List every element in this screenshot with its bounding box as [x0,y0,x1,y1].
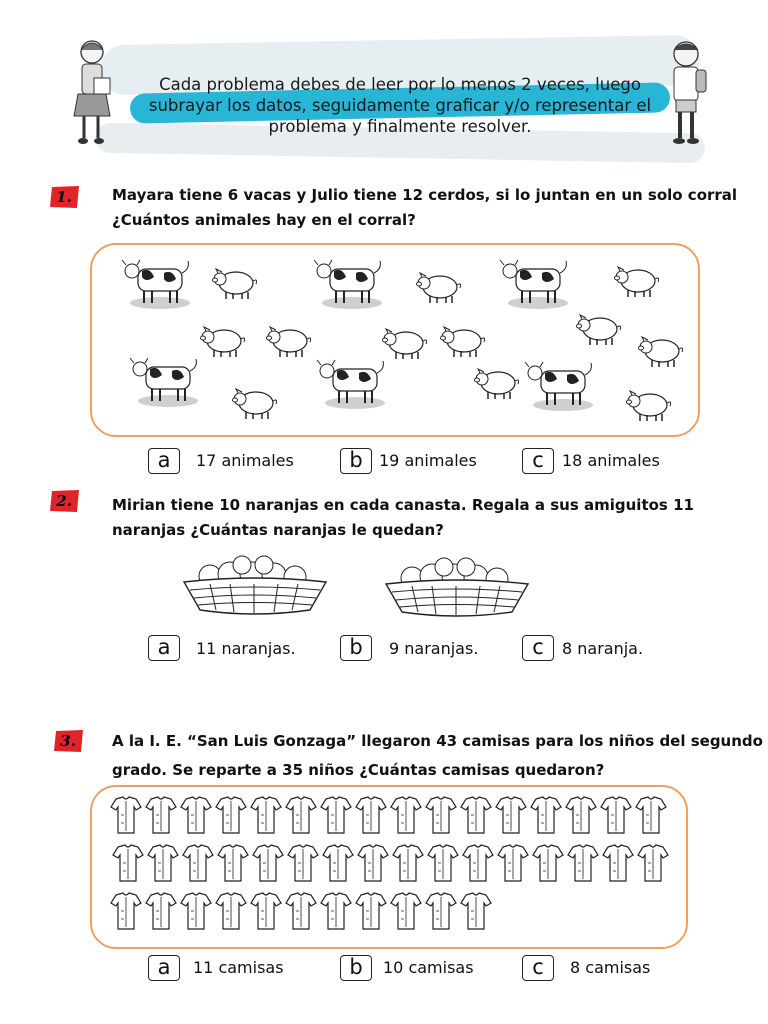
shirt-drawing [636,797,666,833]
cow-drawing [130,358,198,407]
basket-drawing [184,556,326,614]
pig-drawing [213,269,257,299]
option-b-label[interactable]: 10 camisas [383,958,474,977]
shirt-drawing [391,797,421,833]
option-c-box[interactable]: c [522,955,554,981]
shirt-drawing [533,845,563,881]
cow-drawing [317,360,385,409]
shirt-drawing [566,797,596,833]
option-a-label[interactable]: 11 camisas [193,958,284,977]
instruction-line: subrayar los datos, seguidamente graficar y/o representar el [148,96,652,115]
shirt-drawing [113,845,143,881]
shirt-drawing [426,797,456,833]
shirt-drawing [428,845,458,881]
shirt-drawing [146,797,176,833]
shirt-drawing [498,845,528,881]
cow-drawing [122,260,190,309]
pig-drawing [267,327,311,357]
problem-number: 2. [56,492,72,510]
cow-drawing [525,362,593,411]
shirt-drawing [496,797,526,833]
shirt-drawing [286,893,316,929]
orange-baskets-picture [180,552,530,622]
pig-drawing [233,389,277,419]
question-line: A la I. E. “San Luis Gonzaga” llegaron 43 camisas para los niños del segundo [112,732,763,750]
shirt-drawing [321,797,351,833]
option-a-box[interactable]: a [148,448,180,474]
shirt-drawing [286,797,316,833]
pig-drawing [577,315,621,345]
shirt-drawing [253,845,283,881]
option-c-label[interactable]: 8 camisas [570,958,651,977]
corral-picture [90,243,700,438]
shirt-drawing [461,893,491,929]
shirt-drawing [356,797,386,833]
option-a-label[interactable]: 11 naranjas. [196,639,296,658]
option-c-label[interactable]: 18 animales [562,451,660,470]
shirt-drawing [393,845,423,881]
basket-drawing [386,558,528,616]
instruction-text [110,74,690,137]
option-b-label[interactable]: 19 animales [379,451,477,470]
shirt-drawing [603,845,633,881]
problem-number: 1. [56,188,72,206]
pig-drawing [639,337,683,367]
pig-drawing [201,327,245,357]
problem-1-statement [112,183,737,233]
question-line: ¿Cuántos animales hay en el corral? [112,211,416,229]
option-a-box[interactable]: a [148,635,180,661]
problem-number: 3. [60,732,76,750]
option-b-box[interactable]: b [340,448,372,474]
option-c-box[interactable]: c [522,448,554,474]
shirt-drawing [218,845,248,881]
problem-2-statement [112,493,694,543]
shirt-drawing [146,893,176,929]
question-line: grado. Se reparte a 35 niños ¿Cuántas camisas quedaron? [112,761,605,779]
pig-drawing [627,391,671,421]
shirt-drawing [601,797,631,833]
question-line: Mirian tiene 10 naranjas en cada canasta. Regala a sus amiguitos 11 [112,496,694,514]
option-b-box[interactable]: b [340,635,372,661]
shirt-drawing [461,797,491,833]
problem-number-badge [48,184,82,210]
shirt-drawing [358,845,388,881]
shirt-drawing [323,845,353,881]
option-c-label[interactable]: 8 naranja. [562,639,644,658]
question-line: naranjas ¿Cuántas naranjas le quedan? [112,521,444,539]
instruction-line: Cada problema debes de leer por lo menos 2 veces, luego [159,75,641,94]
shirt-drawing [148,845,178,881]
option-a-box[interactable]: a [148,955,180,981]
shirt-drawing [463,845,493,881]
shirt-drawing [638,845,668,881]
shirt-drawing [181,797,211,833]
shirt-drawing [568,845,598,881]
shirt-drawing [181,893,211,929]
option-c-box[interactable]: c [522,635,554,661]
cow-drawing [314,260,382,309]
cow-drawing [500,260,568,309]
problem-3-statement [112,727,763,785]
shirt-drawing [288,845,318,881]
option-b-label[interactable]: 9 naranjas. [389,639,479,658]
shirt-drawing [531,797,561,833]
shirt-drawing [391,893,421,929]
pig-drawing [475,369,519,399]
shirt-drawing [183,845,213,881]
shirts-picture [90,785,690,950]
shirt-drawing [216,797,246,833]
pig-drawing [615,267,659,297]
option-b-box[interactable]: b [340,955,372,981]
shirt-drawing [111,893,141,929]
problem-number-badge [52,728,86,754]
problem-number-badge [48,488,82,514]
option-a-label[interactable]: 17 animales [196,451,294,470]
shirt-drawing [216,893,246,929]
shirt-drawing [251,797,281,833]
shirt-drawing [251,893,281,929]
instruction-line: problema y finalmente resolver. [268,117,532,136]
shirt-drawing [111,797,141,833]
pig-drawing [417,273,461,303]
pig-drawing [441,327,485,357]
shirt-drawing [321,893,351,929]
question-line: Mayara tiene 6 vacas y Julio tiene 12 cerdos, si lo juntan en un solo corral [112,186,738,204]
shirt-drawing [426,893,456,929]
pig-drawing [383,329,427,359]
shirt-drawing [356,893,386,929]
